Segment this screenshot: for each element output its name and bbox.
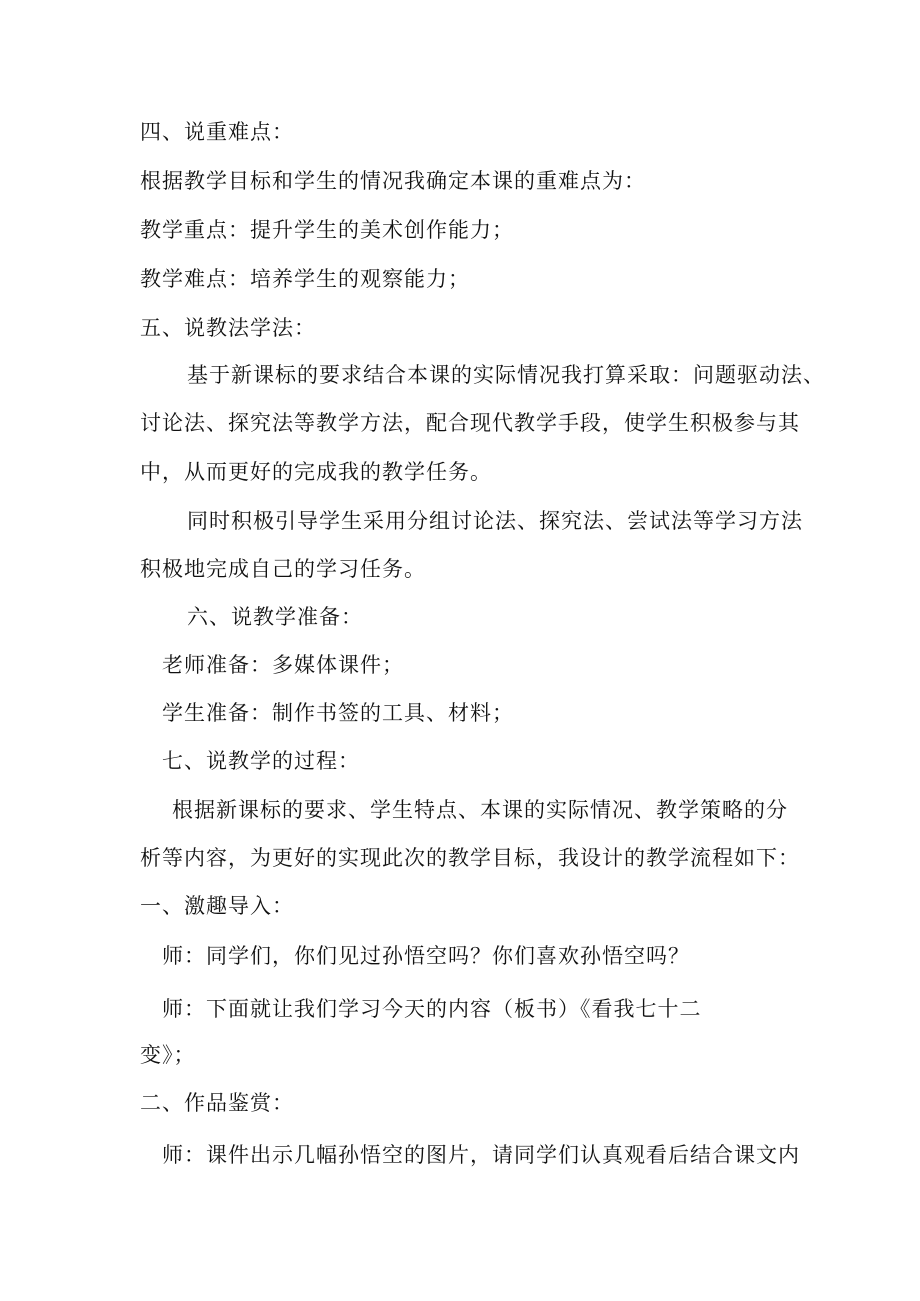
paragraph-line: 教学重点：提升学生的美术创作能力； <box>140 218 514 242</box>
heading-process: 七、说教学的过程： <box>162 749 360 773</box>
paragraph-line: 教学难点：培养学生的观察能力； <box>140 267 470 291</box>
paragraph-line: 根据教学目标和学生的情况我确定本课的重难点为： <box>140 169 646 193</box>
paragraph-line: 基于新课标的要求结合本课的实际情况我打算采取：问题驱动法、 <box>187 363 825 387</box>
heading-appreciation: 二、作品鉴赏： <box>140 1091 294 1115</box>
paragraph-line: 讨论法、探究法等教学方法，配合现代教学手段，使学生积极参与其 <box>140 411 800 435</box>
paragraph-line: 学生准备：制作书签的工具、材料； <box>162 701 514 725</box>
paragraph-line: 根据新课标的要求、学生特点、本课的实际情况、教学策略的分 <box>172 798 788 822</box>
heading-intro: 一、激趣导入： <box>140 894 294 918</box>
heading-methods: 五、说教法学法： <box>140 316 316 340</box>
paragraph-line: 师：课件出示几幅孙悟空的图片，请同学们认真观看后结合课文内 <box>162 1143 800 1167</box>
paragraph-line: 老师准备：多媒体课件； <box>162 653 404 677</box>
heading-preparation: 六、说教学准备： <box>187 605 363 629</box>
paragraph-line: 同时积极引导学生采用分组讨论法、探究法、尝试法等学习方法 <box>187 509 803 533</box>
paragraph-line: 师：同学们，你们见过孙悟空吗？你们喜欢孙悟空吗？ <box>162 944 690 968</box>
paragraph-line: 析等内容，为更好的实现此次的教学目标，我设计的教学流程如下： <box>140 846 800 870</box>
paragraph-line: 变》； <box>140 1043 196 1067</box>
paragraph-line: 师：下面就让我们学习今天的内容（板书）《看我七十二 <box>162 997 702 1021</box>
heading-key-points: 四、说重难点： <box>140 120 294 144</box>
paragraph-line: 积极地完成自己的学习任务。 <box>140 557 426 581</box>
paragraph-line: 中，从而更好的完成我的教学任务。 <box>140 460 492 484</box>
